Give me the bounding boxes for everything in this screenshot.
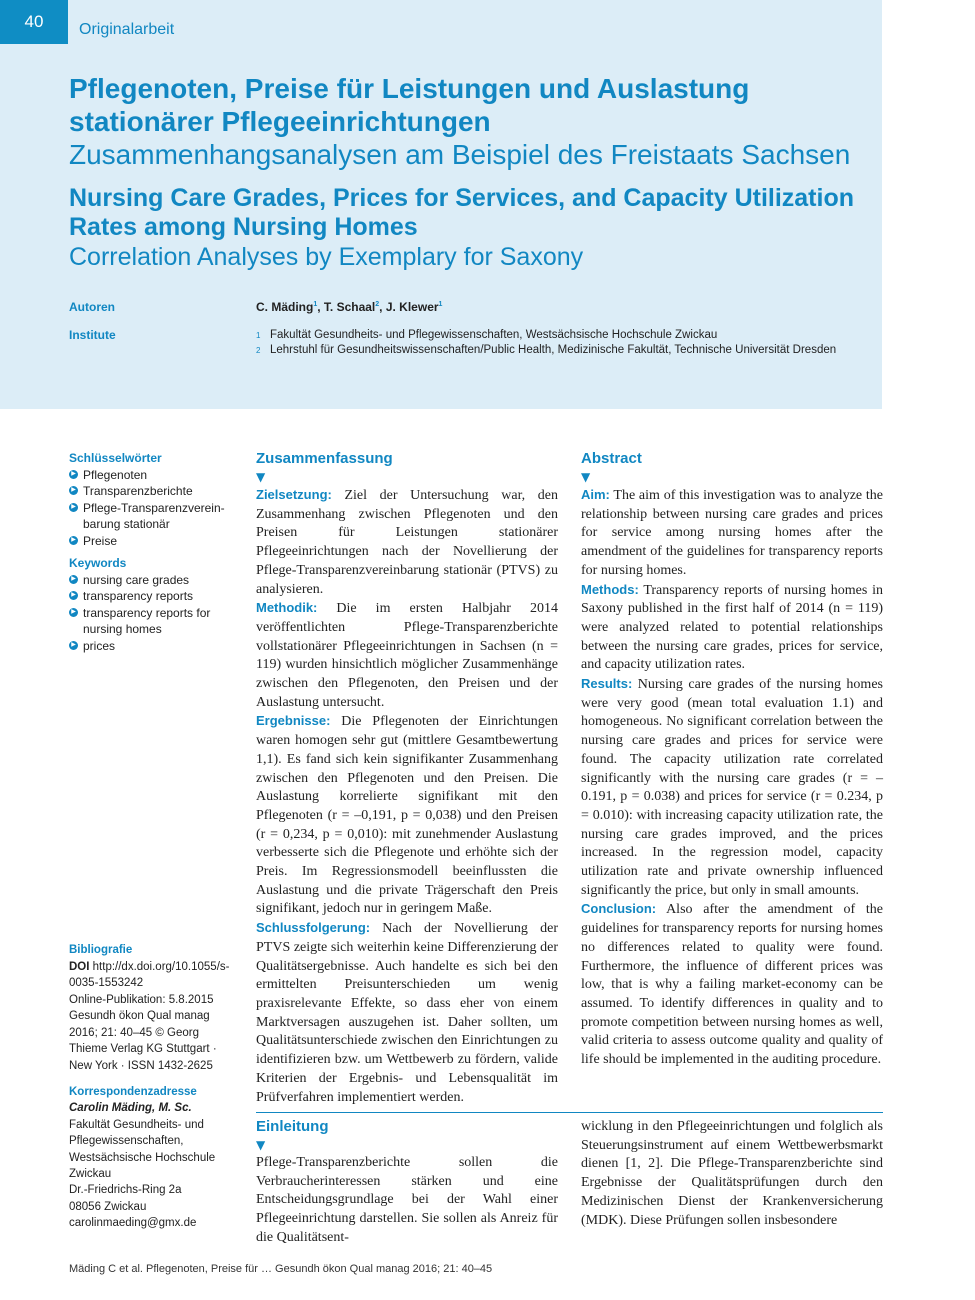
triangle-down-icon: ▼	[256, 470, 266, 484]
doi-link[interactable]: http://dx.doi.org/10.1055/s-0035-1553242	[69, 960, 230, 989]
triangle-down-icon: ▼	[581, 470, 591, 484]
keyword-text: Preise	[83, 533, 118, 548]
institute-text: Fakultät Gesundheits- und Pflegewissenschaften, Westsächsische Hochschule Zwickau	[270, 329, 718, 341]
title-block	[69, 72, 879, 272]
abstract-paragraph	[581, 486, 883, 581]
institute-number: 2	[256, 346, 261, 355]
keywords-en-heading: Keywords	[69, 556, 127, 570]
keyword-text: transparency reports	[83, 589, 194, 603]
institute-text: Lehrstuhl für Gesundheitswissenschaften/Public Health, Medizinische Fakultät, Technische Universität Dresden	[270, 344, 837, 356]
author-name: C. Mäding	[256, 300, 314, 314]
keyword-item	[69, 467, 229, 484]
author-name: T. Schaal	[323, 300, 376, 314]
keyword-text: transparency reports for nursing homes	[83, 605, 211, 636]
abstract-english-heading: Abstract	[581, 450, 642, 467]
paragraph-text: Nursing care grades of the nursing homes were very good (mean total evaluation 1.1) and homogeneous. No significant correlation between the nursing care grades and prices for service were found. The capacity utilization rate correlated significantly with the nursing care grades (r = – 0.191, p = 0.038) and prices for service (r = 0.234, p = 0.010): with increasing capacity utilization rate, the nursing care grades improved, and the prices increased. In the regression model, capacity utilization rate and private ownership influenced significantly the price, but only in small amounts.	[581, 677, 883, 898]
doi-line	[69, 959, 234, 992]
keyword-text: Pflegenoten	[83, 467, 148, 482]
institute-list	[256, 328, 836, 358]
keyword-item	[69, 605, 229, 638]
paragraph-text: Also after the amendment of the guidelines for transparency reports for nursing homes no differences related to quality were found. Furthermore, the influence of different prices was low, that is why a failing market-economy can be assumed. To identify differences in quality and to promote competition between nursing homes as well, valid criteria to assess outcome quality and quality of life should be implemented in the auditing procedure.	[581, 902, 883, 1068]
keyword-text: nursing care grades	[83, 572, 190, 587]
institute-item	[256, 328, 836, 343]
bullet-arrow-icon: ▶	[69, 608, 78, 617]
keyword-item	[69, 638, 229, 655]
abstract-paragraph	[256, 712, 558, 919]
introduction-heading: Einleitung	[256, 1118, 329, 1135]
keyword-item	[69, 483, 229, 500]
author-list	[256, 300, 442, 314]
keyword-item	[69, 572, 229, 589]
keyword-item	[69, 588, 229, 605]
abstract-paragraph	[256, 486, 558, 599]
author-separator: ,	[379, 300, 386, 314]
bibliography-line: Online-Publikation: 5.8.2015	[69, 993, 214, 1006]
correspondence	[69, 1084, 234, 1232]
introduction-left	[256, 1118, 558, 1248]
bullet-arrow-icon: ▶	[69, 470, 78, 479]
bibliography-heading: Bibliografie	[69, 944, 133, 956]
bullet-arrow-icon: ▶	[69, 486, 78, 495]
institute-number: 1	[256, 331, 261, 340]
title-english: Nursing Care Grades, Prices for Services, and Capacity Utilization Rates among Nursing Homes	[69, 184, 854, 241]
author-affiliation: 1	[438, 301, 443, 308]
keywords-en-list	[69, 572, 229, 655]
author-separator: ,	[317, 300, 324, 314]
abstract-paragraph	[581, 675, 883, 900]
paragraph-text: Die im ersten Halbjahr 2014 veröffentlichten Pflege-Transparenzberichte vollstationärer Pflegeeinrichtungen in Sachsen (n = 119) wurden hinsichtlich möglicher Zusammenhänge zwischen den Pflegenoten, den Preisen und der Auslastung untersucht.	[256, 601, 558, 710]
keyword-text: Transparenzberichte	[83, 484, 193, 498]
author-affiliation: 1	[313, 301, 318, 308]
bullet-arrow-icon: ▶	[69, 575, 78, 584]
paragraph-text: Die Pflegenoten der Einrichtungen waren homogen sehr gut (mittlere Gesamtbewertung 1,1). Es fand sich kein signifikanter Zusammenhang zwischen den Pflegenoten und den Preisen. Die Auslastung korrelierte signifikant mit den Pflegenoten (r = –0,191, p = 0,038) und den Preisen (r = 0,234, p = 0,010): mit zunehmender Auslastung verbesserte sich die Pflegenote und erhöhte sich der Preis. Im Regressionsmodell beeinflussten die Auslastung und die private Trägerschaft den Preis signifikant, jedoch nur in geringem Maße.	[256, 714, 558, 917]
author-affiliation: 2	[375, 301, 380, 308]
keywords-de-heading: Schlüsselwörter	[69, 451, 162, 465]
triangle-down-icon: ▼	[256, 1138, 266, 1152]
paragraph-text: Ziel der Untersuchung war, den Zusammenhang zwischen Pflegenoten und den Preisen für Leistungen stationärer Pflegeeinrichtungen nach der Novellierung der Pflege-Transparenzvereinbarung stationär (PTVS) zu analysieren.	[256, 488, 558, 597]
page-footer: Mäding C et al. Pflegenoten, Preise für … Gesundh ökon Qual manag 2016; 21: 40–45	[69, 1263, 493, 1275]
abstract-german-heading: Zusammenfassung	[256, 450, 393, 467]
correspondence-line: 08056 Zwickau	[69, 1200, 147, 1213]
author-name: J. Klewer	[385, 300, 439, 314]
introduction-text: wicklung in den Pflegeeinrichtungen und folglich als Steuerungsinstrument auf einem Wettbewerbsmarkt dienen [1, 2]. Die Pflege-Transparenzberichte sind Ergebnisse der Qualitätsprüfungen durch den Medizinischen Dienst der Krankenversicherung (MDK). Diese Prüfungen sollen insbesondere	[581, 1119, 883, 1228]
paragraph-text: Transparency reports of nursing homes in Saxony published in the first half of 2014 (n = 119) were analyzed related to potential relationships between the nursing care grades, prices for service, and capacity utilization rates.	[581, 582, 883, 673]
keyword-text: prices	[83, 638, 116, 653]
paragraph-text: Nach der Novellierung der PTVS zeigte sich weiterhin keine Differenzierung der Qualitätsergebnisse. Auch handelte es sich bei den ermittelten Preisunterschieden um wenig praxisrelevante Effekte, so dass eher von einem Marktversagen auszugehen ist. Daher sollten, um Qualitätsunterschiede zwischen den Einrichtungen zu identifizieren bzw. um Wettbewerb zu fördern, valide Kriterien der Ergebnis- und Lebensqualität im Prüfverfahren implementiert werden.	[256, 921, 558, 1105]
abstract-paragraph	[581, 900, 883, 1069]
correspondence-heading: Korrespondenzadresse	[69, 1086, 197, 1098]
abstract-paragraph	[256, 919, 558, 1107]
bullet-arrow-icon: ▶	[69, 641, 78, 650]
bullet-arrow-icon: ▶	[69, 591, 78, 600]
correspondence-line: Dr.-Friedrichs-Ring 2a	[69, 1184, 182, 1197]
keyword-text: Pflege-Transparenzverein-barung stationär	[83, 500, 225, 531]
institute-item	[256, 343, 836, 358]
subtitle-english: Correlation Analyses by Exemplary for Saxony	[69, 243, 584, 271]
paragraph-label: Methodik:	[256, 600, 318, 616]
section-label: Originalarbeit	[79, 21, 175, 38]
email-link[interactable]: carolinmaeding@gmx.de	[69, 1217, 197, 1230]
institutes-label: Institute	[69, 328, 116, 342]
doi-label: DOI	[69, 960, 90, 973]
keyword-item	[69, 533, 229, 550]
abstract-paragraph	[581, 581, 883, 676]
title-german: Pflegenoten, Preise für Leistungen und Auslastung stationärer Pflegeeinrichtungen	[69, 73, 750, 137]
subtitle-german: Zusammenhangsanalysen am Beispiel des Freistaats Sachsen	[69, 139, 851, 170]
introduction-text: Pflege-Transparenzberichte sollen die Verbraucherinteressen stärken und eine Entscheidungsgrundlage bei der Wahl einer Pflegeeinrichtung darstellen. Sie sollen als Anreiz für die Qualitätsent-	[256, 1155, 558, 1245]
paragraph-label: Results:	[581, 676, 633, 692]
paragraph-label: Schlussfolgerung:	[256, 920, 371, 936]
correspondence-line: Fakultät Gesundheits- und Pflegewissenschaften, Westsächsische Hochschule Zwickau	[69, 1118, 216, 1181]
paragraph-label: Ergebnisse:	[256, 713, 331, 729]
bullet-arrow-icon: ▶	[69, 536, 78, 545]
paragraph-label: Conclusion:	[581, 901, 657, 917]
paragraph-label: Methods:	[581, 581, 639, 597]
keywords-de-list	[69, 467, 229, 550]
keyword-item	[69, 500, 229, 533]
bullet-arrow-icon: ▶	[69, 503, 78, 512]
bibliography-line: Gesundh ökon Qual manag 2016; 21: 40–45 © Georg Thieme Verlag KG Stuttgart · New York · ISSN 1432-2625	[69, 1010, 217, 1072]
bibliography	[69, 942, 234, 1074]
section-divider	[256, 1112, 883, 1113]
correspondence-name: Carolin Mäding, M. Sc.	[69, 1102, 192, 1115]
paragraph-label: Zielsetzung:	[256, 487, 332, 502]
abstract-english	[581, 450, 883, 1070]
paragraph-text: The aim of this investigation was to analyze the relationship between nursing care grades and prices for service among nursing homes after the amendment of the guidelines for transparency reports for nursing homes.	[581, 488, 883, 578]
introduction-right	[581, 1118, 883, 1230]
authors-label: Autoren	[69, 300, 115, 314]
keywords-column	[69, 450, 229, 660]
abstract-german	[256, 450, 558, 1107]
abstract-paragraph	[256, 599, 558, 712]
paragraph-label: Aim:	[581, 487, 610, 502]
page-number: 40	[0, 0, 68, 44]
